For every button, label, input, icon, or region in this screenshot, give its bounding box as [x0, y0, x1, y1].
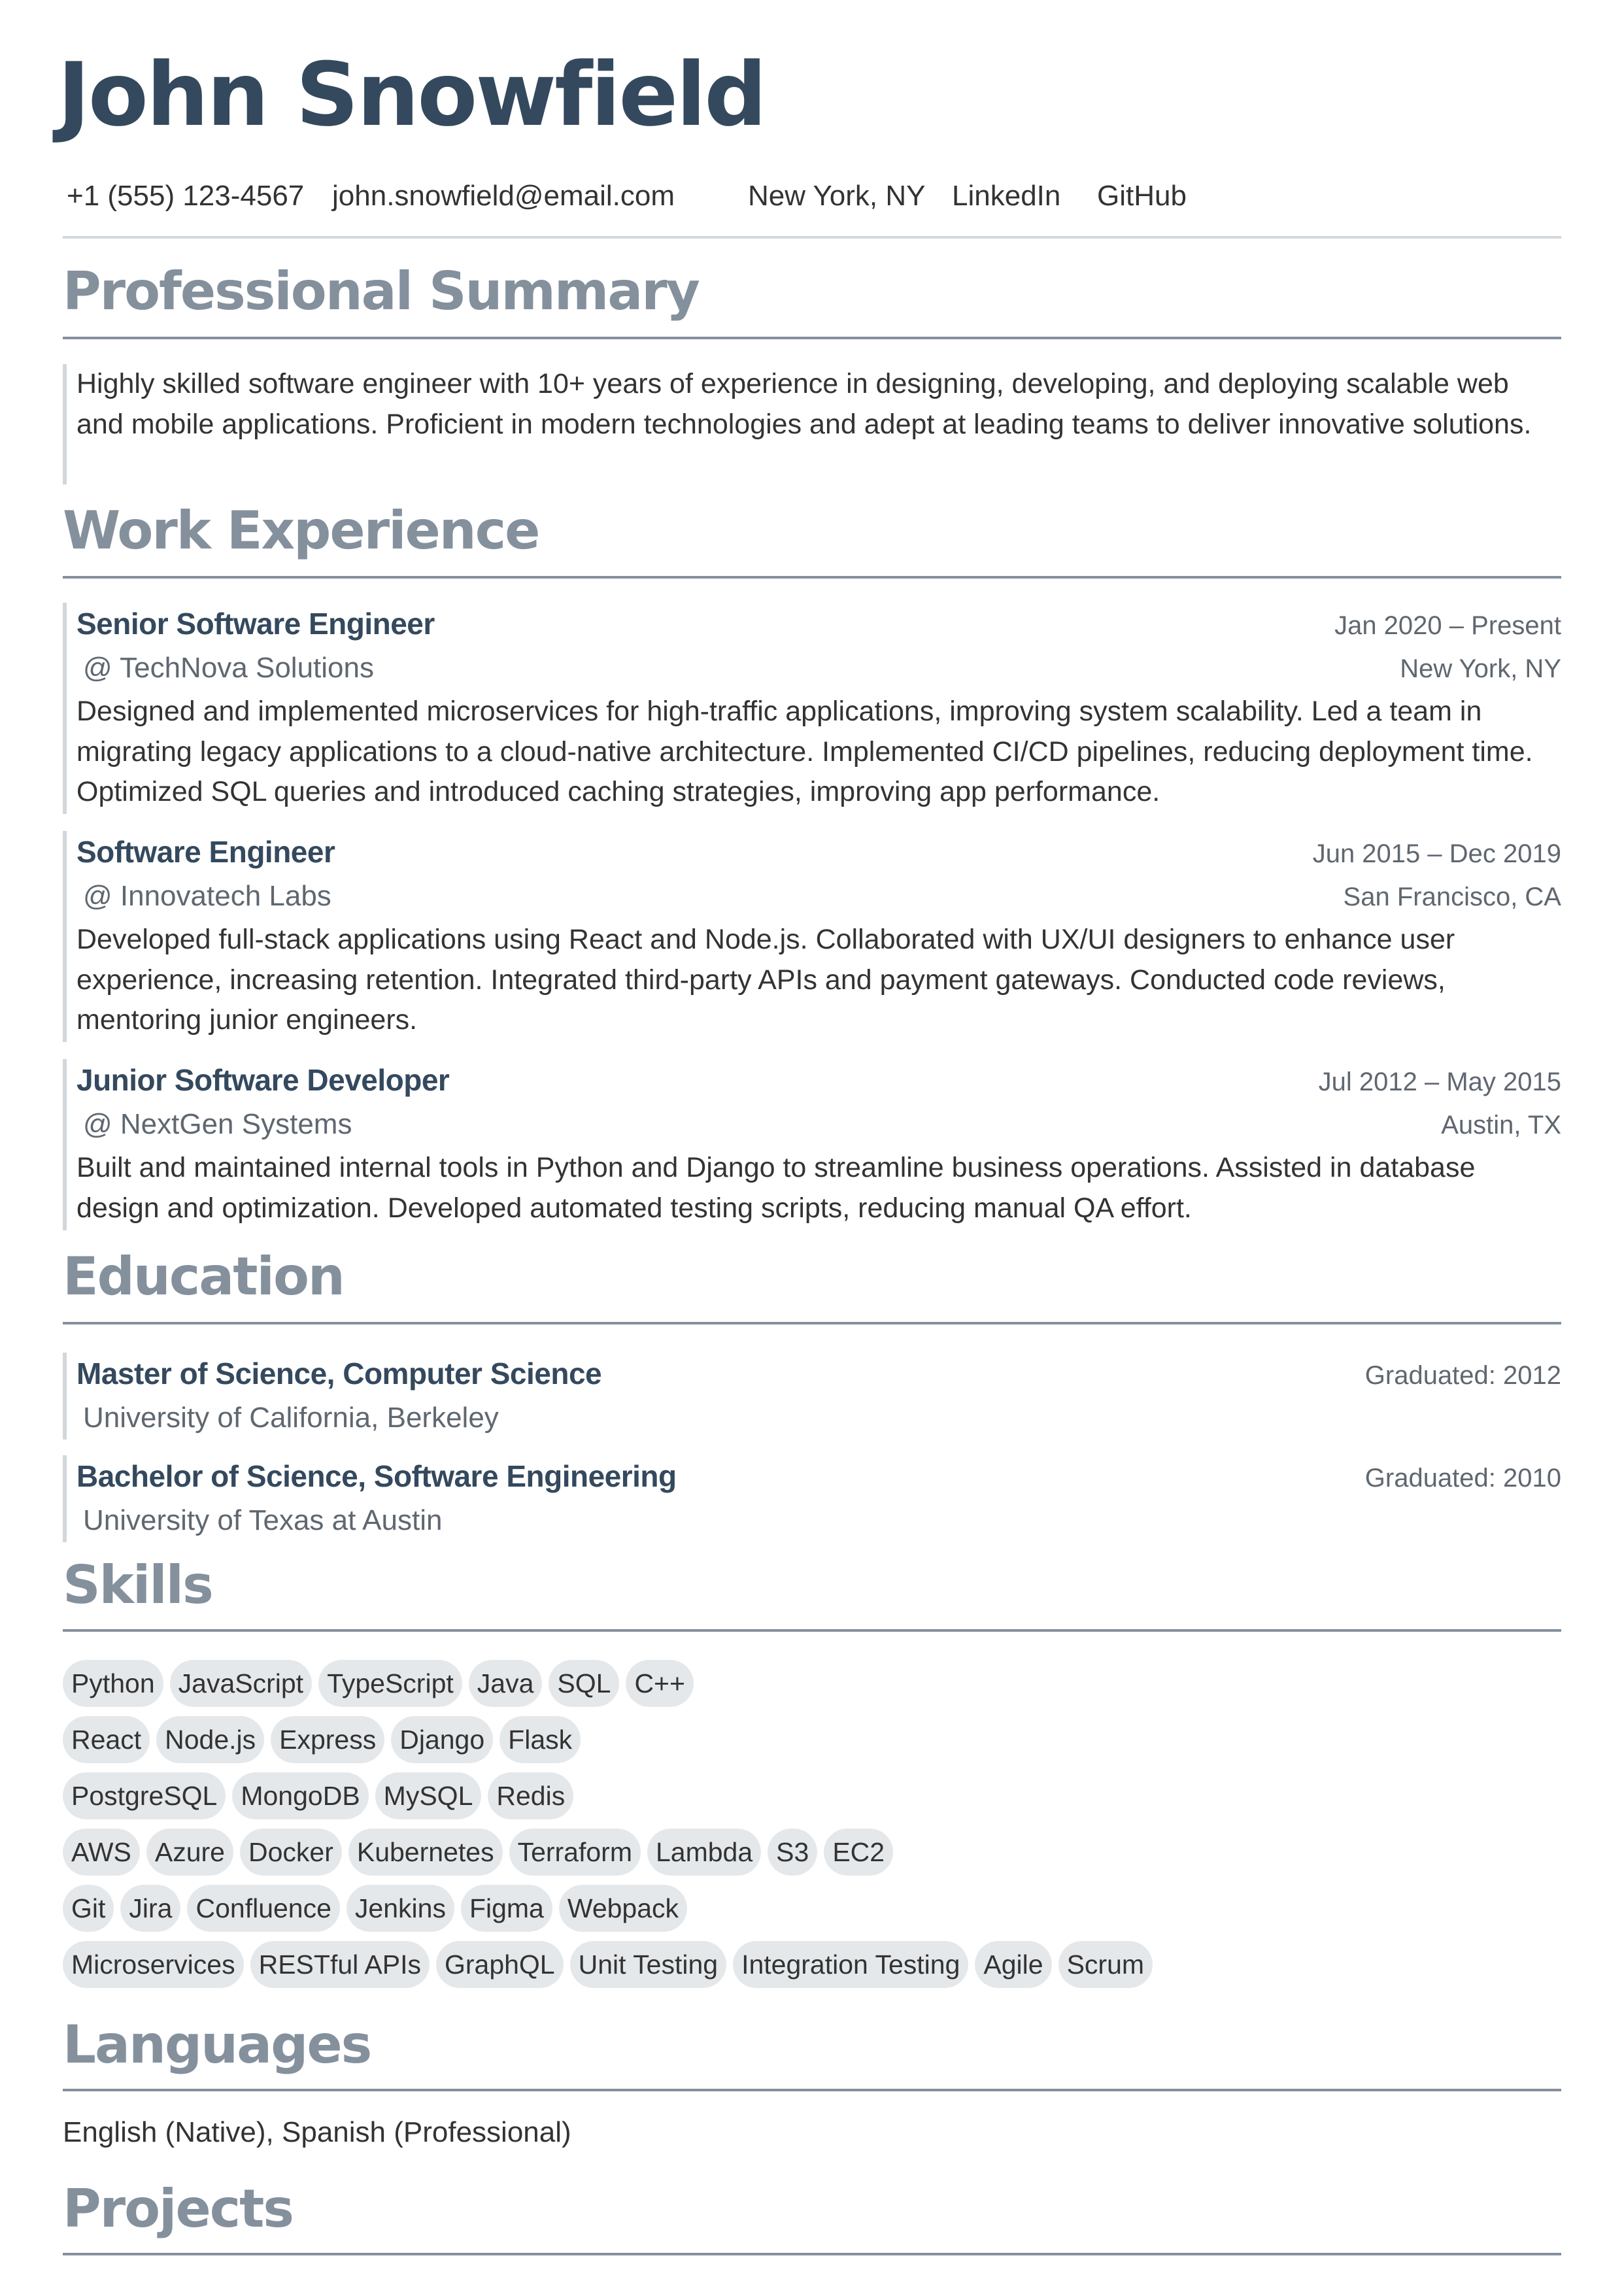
- github-link[interactable]: GitHub: [1097, 180, 1187, 212]
- skill-chip: PostgreSQL: [63, 1772, 226, 1819]
- education-item-subheader: [76, 1499, 1561, 1542]
- contact-email[interactable]: john.snowfield@email.com: [332, 180, 675, 212]
- experience-item-subheader: [76, 647, 1561, 690]
- degree: Bachelor of Science, Software Engineering: [76, 1459, 677, 1493]
- education-item: [63, 1455, 1561, 1542]
- skill-chip: SQL: [549, 1660, 619, 1707]
- education-item: [63, 1353, 1561, 1440]
- graduation-year: Graduated: 2010: [1364, 1464, 1561, 1493]
- header-divider: [63, 236, 1561, 239]
- skill-chip: RESTful APIs: [250, 1941, 430, 1988]
- experience-item: [63, 1059, 1561, 1230]
- job-location: Austin, TX: [1441, 1111, 1561, 1139]
- experience-item-header: [76, 1059, 1561, 1103]
- degree: Master of Science, Computer Science: [76, 1357, 602, 1391]
- experience-item-header: [76, 831, 1561, 875]
- section-heading-summary: Professional Summary: [63, 261, 699, 322]
- skill-chip: Redis: [488, 1772, 573, 1819]
- skill-chip: Lambda: [647, 1829, 761, 1876]
- contact-phone: +1 (555) 123-4567: [67, 180, 305, 212]
- skill-chip: Jira: [120, 1885, 180, 1932]
- skill-chip: JavaScript: [170, 1660, 312, 1707]
- skill-row: [63, 1660, 1561, 1707]
- job-title: Software Engineer: [76, 835, 335, 869]
- experience-item-header: [76, 603, 1561, 647]
- section-rule-summary: [63, 337, 1561, 339]
- skill-chip: Django: [391, 1716, 493, 1763]
- contact-line: [67, 177, 1187, 216]
- section-heading-education: Education: [63, 1246, 344, 1307]
- job-dates: Jul 2012 – May 2015: [1318, 1068, 1561, 1096]
- job-dates: Jan 2020 – Present: [1334, 611, 1561, 640]
- skill-chip: Terraform: [509, 1829, 641, 1876]
- skills-list: [63, 1660, 1561, 1997]
- skill-chip: Azure: [146, 1829, 233, 1876]
- experience-item-subheader: [76, 875, 1561, 919]
- skill-chip: Unit Testing: [570, 1941, 726, 1988]
- languages-text: English (Native), Spanish (Professional): [63, 2116, 571, 2148]
- skill-row: [63, 1941, 1561, 1988]
- skill-chip: MongoDB: [232, 1772, 368, 1819]
- section-heading-experience: Work Experience: [63, 500, 539, 561]
- experience-item: [63, 831, 1561, 1042]
- candidate-name: John Snowfield: [58, 44, 766, 146]
- summary-block: [63, 364, 1561, 484]
- skill-row: [63, 1885, 1561, 1932]
- skill-chip: Agile: [975, 1941, 1051, 1988]
- skill-chip: C++: [626, 1660, 694, 1707]
- school: University of California, Berkeley: [83, 1402, 499, 1434]
- skill-chip: Express: [271, 1716, 384, 1763]
- job-title: Senior Software Engineer: [76, 607, 435, 641]
- job-description: Developed full-stack applications using React and Node.js. Collaborated with UX/UI designers to enhance user experience, increasing retention. Integrated third-party APIs and payment gateways. Conducted code reviews, mentoring junior engineers.: [76, 924, 1455, 1036]
- summary-text: Highly skilled software engineer with 10+ years of experience in designing, developing, and deploying scalable web and mobile applications. Proficient in modern technologies and adept at leading teams to deliver innovative solutions.: [76, 368, 1532, 440]
- job-description: Designed and implemented microservices for high-traffic applications, improving system scalability. Led a team in migrating legacy applications to a cloud-native architecture. Implemented CI/CD pipelines, reducing deployment time. Optimized SQL queries and introduced caching strategies, improving app performance.: [76, 696, 1533, 807]
- skill-chip: Jenkins: [347, 1885, 454, 1932]
- skill-chip: Integration Testing: [733, 1941, 968, 1988]
- section-rule-projects: [63, 2253, 1561, 2255]
- contact-location: New York, NY: [748, 180, 926, 212]
- job-location: San Francisco, CA: [1343, 883, 1561, 911]
- skill-chip: Flask: [499, 1716, 581, 1763]
- skill-chip: AWS: [63, 1829, 140, 1876]
- job-dates: Jun 2015 – Dec 2019: [1312, 839, 1561, 868]
- school: University of Texas at Austin: [83, 1504, 443, 1536]
- skill-chip: Docker: [240, 1829, 342, 1876]
- education-item-subheader: [76, 1396, 1561, 1440]
- job-company: @ NextGen Systems: [83, 1108, 352, 1140]
- skill-chip: Figma: [461, 1885, 552, 1932]
- section-heading-languages: Languages: [63, 2014, 371, 2075]
- skill-chip: MySQL: [375, 1772, 482, 1819]
- education-item-header: [76, 1455, 1561, 1499]
- skill-row: [63, 1829, 1561, 1876]
- skill-chip: React: [63, 1716, 150, 1763]
- skill-chip: S3: [768, 1829, 817, 1876]
- skill-chip: EC2: [824, 1829, 893, 1876]
- section-heading-projects: Projects: [63, 2178, 294, 2239]
- job-company: @ TechNova Solutions: [83, 652, 374, 684]
- skill-chip: Microservices: [63, 1941, 244, 1988]
- skill-chip: GraphQL: [436, 1941, 564, 1988]
- experience-item-subheader: [76, 1103, 1561, 1147]
- skill-chip: TypeScript: [318, 1660, 462, 1707]
- section-rule-experience: [63, 576, 1561, 579]
- skill-chip: Webpack: [559, 1885, 687, 1932]
- section-rule-education: [63, 1322, 1561, 1324]
- section-heading-skills: Skills: [63, 1555, 212, 1615]
- skill-chip: Node.js: [156, 1716, 264, 1763]
- education-item-header: [76, 1353, 1561, 1396]
- job-location: New York, NY: [1400, 654, 1561, 683]
- skill-row: [63, 1772, 1561, 1819]
- job-title: Junior Software Developer: [76, 1063, 450, 1097]
- skill-chip: Confluence: [187, 1885, 339, 1932]
- linkedin-link[interactable]: LinkedIn: [952, 180, 1061, 212]
- graduation-year: Graduated: 2012: [1364, 1361, 1561, 1390]
- section-rule-skills: [63, 1629, 1561, 1632]
- skill-chip: Python: [63, 1660, 163, 1707]
- skill-chip: Kubernetes: [348, 1829, 503, 1876]
- experience-item: [63, 603, 1561, 814]
- job-company: @ Innovatech Labs: [83, 880, 331, 912]
- section-rule-languages: [63, 2089, 1561, 2091]
- job-description: Built and maintained internal tools in Python and Django to streamline business operations. Assisted in database design and optimization. Developed automated testing scripts, reducing manual QA effort.: [76, 1152, 1476, 1224]
- skill-row: [63, 1716, 1561, 1763]
- skill-chip: Scrum: [1058, 1941, 1153, 1988]
- skill-chip: Java: [469, 1660, 543, 1707]
- skill-chip: Git: [63, 1885, 114, 1932]
